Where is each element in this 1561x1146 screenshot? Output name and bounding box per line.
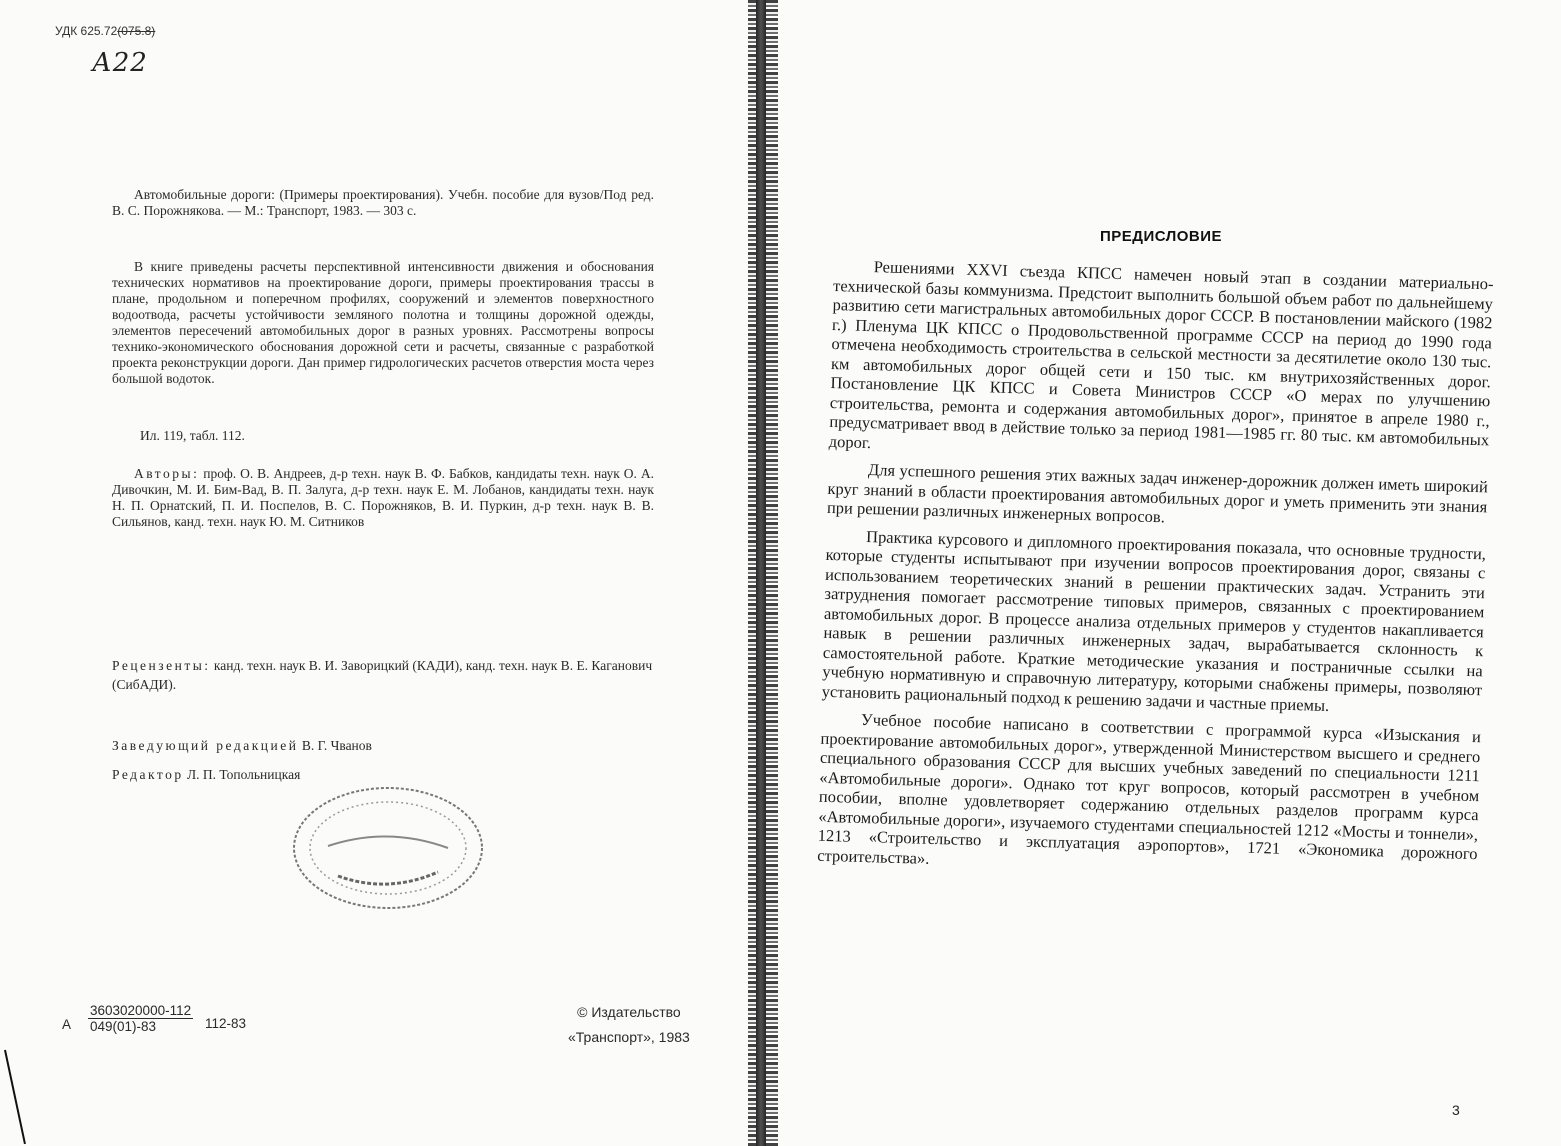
imprint-fraction [88, 1003, 193, 1034]
chief-editor-label: Заведующий редакцией [112, 738, 299, 753]
preface-body [817, 256, 1494, 891]
chief-editor-name: В. Г. Чванов [301, 738, 372, 753]
imprint-numerator: 3603020000-112 [90, 1003, 192, 1018]
book-spine-gutter [748, 0, 778, 1146]
preface-title: ПРЕДИСЛОВИЕ [1100, 228, 1223, 245]
abstract [112, 259, 654, 387]
imprint-letter: А [62, 1017, 72, 1032]
editor-label: Редактор [112, 767, 184, 782]
abstract-text: В книге приведены расчеты перспективной интенсивности движения и обоснования технических нормативов на проектирование дороги, примеры проектирования трассы в плане, продольном и поперечном профилях, сооружений и элементов поверхностного водоотвода, расчеты устойчивости земляного полотна и толщины дорожной одежды, элементов пересечений автомобильных дорог в разных уровнях. Рассмотрены вопросы технико-экономического обоснования дорожной сети и расчеты, связанные с разработкой проекта реконструкции дороги. Дан пример гидрологических расчетов отверстия моста через большой водоток. [112, 259, 654, 386]
imprint-suffix: 112-83 [205, 1016, 247, 1031]
bibliographic-record [112, 187, 654, 219]
preface-paragraph: Решениями XXVI съезда КПСС намечен новый этап в создании материально-технической базы коммунизма. Предстоит выполнить большой объем работ по дальнейшему развитию сети магистральных автомобильных дорог СССР. В постановлении майского (1982 г.) Пленума ЦК КПСС о Продовольственной программе СССР на период до 1990 года отмечена необходимость строительства в сельской местности за десятилетие около 130 тыс. км автомобильных дорог общей сети и 150 тыс. км внутрихозяйственных дорог. Постановление ЦК КПСС и Совета Министров СССР «О мерах по улучшению строительства, ремонта и содержания автомобильных дорог», принятое в апреле 1980 г., предусматривает ввод в действие только за период 1981—1985 гг. 80 тыс. км автомобильных дорог. [828, 257, 1494, 452]
reviewers-block [112, 656, 654, 694]
preface-paragraph: Учебное пособие написано в соответствии с программой курса «Изыскания и проектирование автомобильных дорог», утвержденной Министерством высшего и среднего специального образования СССР для высших учебных заведений по специальности 1211 «Автомобильные дороги». Однако тот круг вопросов, который рассмотрен в учебном пособии, вполне удовлетворяет содержанию отдельных разделов программ курса «Автомобильные дороги», изучаемого студентами специальностей 1212 «Мосты и тоннели», 1213 «Строительство и эксплуатация аэропортов», 1721 «Экономика дорожного строительства». [817, 709, 1482, 868]
authors-label: Авторы: [134, 466, 200, 481]
editor-name: Л. П. Топольницкая [186, 767, 301, 782]
authors-block [112, 466, 654, 530]
reviewers-list: канд. техн. наук В. И. Заворицкий (КАДИ), канд. техн. наук В. Е. Каганович (СибАДИ). [112, 658, 653, 692]
chief-editor-line [112, 738, 372, 754]
left-page [0, 0, 748, 1146]
udk-code [55, 24, 155, 38]
imprint-denominator: 049(01)-83 [90, 1019, 157, 1034]
authors-list: проф. О. В. Андреев, д-р техн. наук В. Ф. Бабков, кандидаты техн. наук О. А. Дивочкин, М. И. Бим-Вад, В. П. Залуга, д-р техн. наук Е. М. Лобанов, кандидаты техн. наук Н. П. Орнатский, П. И. Поспелов, В. С. Порожняков, В. И. Пуркин, д-р техн. наук В. В. Сильянов, канд. техн. наук Ю. М. Ситников [112, 466, 654, 529]
page-number: 3 [1452, 1102, 1460, 1118]
copyright-line-1: © Издательство [577, 1004, 681, 1020]
library-stamp-icon [288, 776, 488, 916]
reviewers-label: Рецензенты: [112, 658, 211, 673]
scan-edge-line [4, 1050, 26, 1144]
editor-line [112, 767, 300, 783]
udk-label: УДК 625.72 [55, 24, 118, 38]
bibliographic-text: Автомобильные дороги: (Примеры проектирования). Учебн. пособие для вузов/Под ред. В. С. Порожнякова. — М.: Транспорт, 1983. — 303 с. [112, 187, 654, 218]
preface-paragraph: Для успешного решения этих важных задач инженер-дорожник должен иметь широкий круг знаний в области проектирования автомобильных дорог и уметь применить эти знания при решении различных инженерных вопросов. [826, 460, 1489, 527]
udk-class-code: (075.8) [117, 24, 156, 38]
preface-paragraph: Практика курсового и дипломного проектирования показала, что основные трудности, которые студенты испытывают при изучении вопросов проектирования дорог, связаны с использованием теоретических знаний в решении практических задач. Устранить эти затруднения помогает рассмотрение типовых примеров, связанных с проектированием автомобильных дорог. В процессе анализа отдельных примеров у студентов накапливается навык в решении различных инженерных задач, вырабатывается склонность к самостоятельной работе. Краткие методические указания и постраничные ссылки на учебную нормативную и справочную литературу, которыми снабжены примеры, позволяют установить рациональный подход к решению задачи и частные приемы. [821, 526, 1487, 715]
illustration-count: Ил. 119, табл. 112. [140, 428, 245, 443]
handwritten-code: А22 [92, 48, 148, 78]
copyright-line-2: «Транспорт», 1983 [568, 1029, 690, 1045]
copyright-block [568, 1000, 690, 1050]
